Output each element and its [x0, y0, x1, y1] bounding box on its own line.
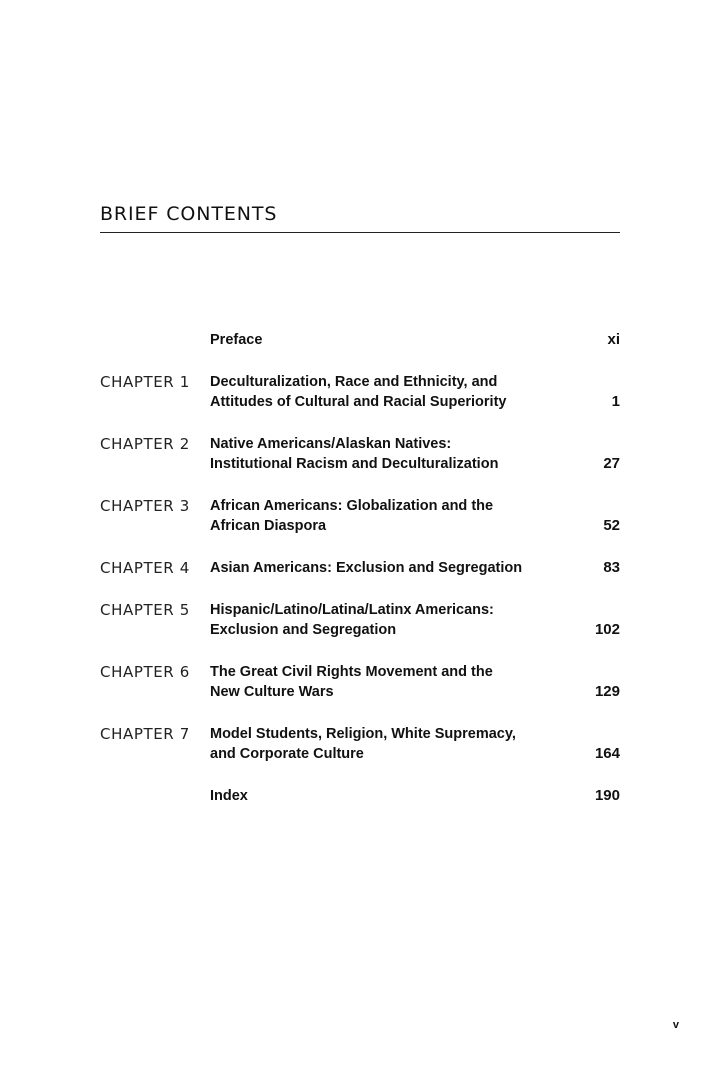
entry-title-line: Model Students, Religion, White Supremacy,: [210, 726, 516, 742]
page-title: BRIEF CONTENTS: [100, 203, 278, 225]
entry-title-line: The Great Civil Rights Movement and the: [210, 664, 493, 680]
entry-title-line: Native Americans/Alaskan Natives:: [210, 436, 452, 452]
entry-title-line: Institutional Racism and Deculturalization: [210, 456, 499, 472]
entry-title-line: Index: [210, 788, 248, 804]
chapter-label: CHAPTER 1: [100, 373, 190, 391]
chapter-label: CHAPTER 7: [100, 725, 190, 743]
entry-title-line: Deculturalization, Race and Ethnicity, and: [210, 374, 498, 390]
entry-page-number: 102: [594, 621, 620, 638]
entry-title-line: African Americans: Globalization and the: [210, 498, 494, 514]
entry-title-line: Preface: [210, 332, 263, 348]
toc-entry-preface[interactable]: [100, 330, 620, 350]
entry-page-number: 1: [611, 393, 620, 410]
entry-title: [210, 558, 560, 578]
entry-title: [210, 662, 560, 702]
entry-title: [210, 496, 560, 536]
toc-entry-chapter-7[interactable]: [100, 724, 620, 764]
toc-entry-chapter-3[interactable]: [100, 496, 620, 536]
toc-entry-chapter-6[interactable]: [100, 662, 620, 702]
entry-page-number: 129: [594, 683, 620, 700]
entry-page-number: 83: [603, 559, 620, 576]
toc-entry-chapter-1[interactable]: [100, 372, 620, 412]
entry-page-number: 52: [603, 517, 620, 534]
entry-title-line: Exclusion and Segregation: [210, 622, 397, 638]
entry-title: [210, 724, 560, 764]
entry-title-line: Hispanic/Latino/Latina/Latinx Americans:: [210, 602, 494, 618]
entry-title: [210, 330, 560, 350]
toc-entry-chapter-4[interactable]: [100, 558, 620, 578]
page-folio: v: [672, 1019, 679, 1031]
contents-list: [100, 330, 620, 828]
entry-page-number: 190: [594, 787, 620, 804]
entry-title-line: New Culture Wars: [210, 684, 334, 700]
entry-title: [210, 372, 560, 412]
entry-title-line: African Diaspora: [210, 518, 327, 534]
entry-page-number: xi: [607, 331, 620, 348]
toc-entry-chapter-5[interactable]: [100, 600, 620, 640]
chapter-label: CHAPTER 3: [100, 497, 190, 515]
chapter-label: CHAPTER 6: [100, 663, 190, 681]
entry-title-line: and Corporate Culture: [210, 746, 364, 762]
toc-entry-chapter-2[interactable]: [100, 434, 620, 474]
chapter-label: CHAPTER 4: [100, 559, 190, 577]
chapter-label: CHAPTER 2: [100, 435, 190, 453]
entry-title-line: Asian Americans: Exclusion and Segregation: [210, 560, 523, 576]
entry-page-number: 164: [594, 745, 620, 762]
toc-entry-index[interactable]: [100, 786, 620, 806]
entry-title: [210, 786, 560, 806]
entry-title: [210, 434, 560, 474]
chapter-label: CHAPTER 5: [100, 601, 190, 619]
entry-page-number: 27: [603, 455, 620, 472]
title-rule: [100, 232, 620, 233]
entry-title-line: Attitudes of Cultural and Racial Superiority: [210, 394, 507, 410]
entry-title: [210, 600, 560, 640]
